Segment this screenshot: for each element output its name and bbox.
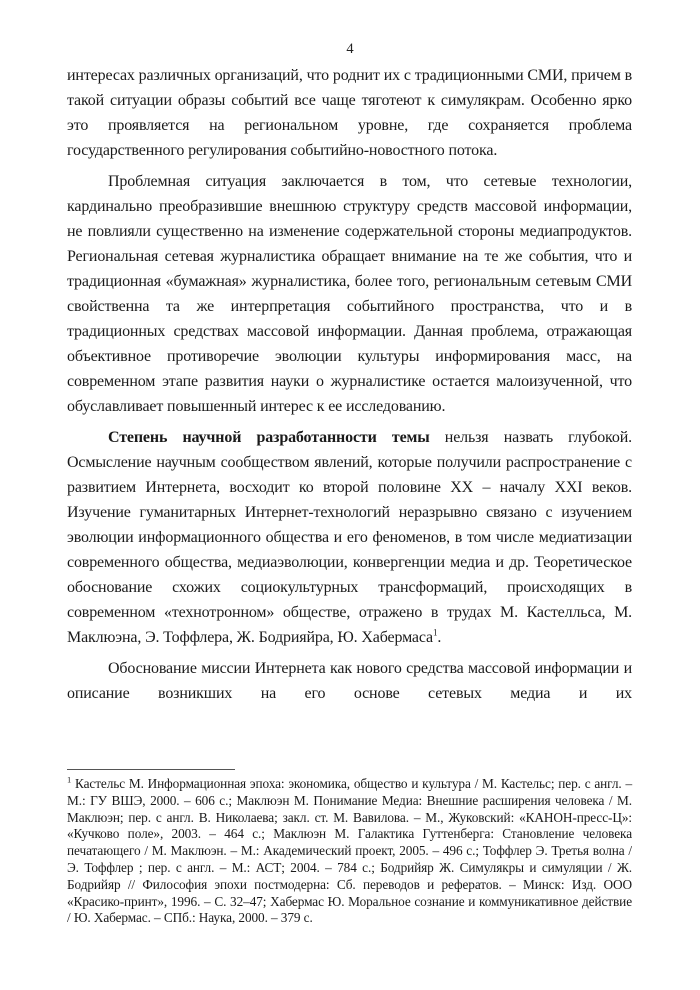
footnote-reference[interactable]: 1 (432, 627, 438, 638)
paragraph-continuation: интересах различных организаций, что роднит их с традиционными СМИ, причем в такой ситуации образы событий все чаще тяготеют к симулякрам. Особенно ярко это проявляется на региональном уровне, где сохраняется проблема государственного регулирования событийно-новостного потока. (67, 67, 632, 159)
paragraph-problem-situation: Проблемная ситуация заключается в том, что сетевые технологии, кардинально преобразившие внешнюю структуру средств массовой информации, не повлияли существенно на изменение содержательной стороны медиапродуктов. Региональная сетевая журналистика обращает внимание на те же события, что и традиционная «бумажная» журналистика, более того, региональным сетевым СМИ свойственна та же интерпретация событийного пространства, что и в традиционных средствах массовой информации. Данная проблема, отражающая объективное противоречие эволюции культуры информирования масс, на современном этапе развития науки о журналистике остается малоизученной, что обуславливает повышенный интерес к ее исследованию. (67, 173, 632, 415)
footnote-text: Кастельс М. Информационная эпоха: экономика, общество и культура / М. Кастельс; пер. с англ. – М.: ГУ ВШЭ, 2000. – 606 с.; Маклюэн М. Понимание Медиа: Внешние расширения человека / М. Маклюэн; пер. с англ. В. Николаева; закл. ст. М. Вавилова. – М., Жуковский: «КАНОН-пресс-Ц»: «Кучково поле», 2003. – 464 с.; Маклюэн М. Галактика Гуттенберга: Становление человека печатающего / М. Маклюэн. – М.: Академический проект, 2005. – 496 с.; Тоффлер Э. Третья волна / Э. Тоффлер ; пер. с англ. – М.: АСТ; 2004. – 784 с.; Бодрийяр Ж. Симулякры и симуляции / Ж. Бодрийяр // Философия эпохи постмодерна: Сб. переводов и рефератов. – Минск: Изд. ООО «Красико-принт», 1996. – С. 32–47; Хабермас Ю. Моральное сознание и коммуникативное действие / Ю. Хабермас. – СПб.: Наука, 2000. – 379 с. (67, 776, 632, 926)
paragraph-tail: . (437, 629, 442, 646)
footnote-item (67, 776, 632, 927)
body-text (67, 63, 632, 712)
footnotes (67, 776, 632, 927)
footnote-marker: 1 (67, 774, 72, 785)
paragraph-text: нельзя назвать глубокой. Осмысление научным сообществом явлений, которые получили распространение с развитием Интернета, восходит ко второй половине XX – началу XXI веков. Изучение гуманитарных Интернет-технологий неразрывно связано с изучением эволюции информационного общества и его феноменов, в том числе медиатизации современного общества, медиаэволюции, конвергенции медиа и др. Теоретическое обоснование схожих социокультурных трансформаций, происходящих в современном «технотронном» обществе, отражено в трудах М. Кастелльса, М. Маклюэна, Э. Тоффлера, Ж. Бодрияйра, Ю. Хабермаса (67, 429, 632, 646)
bold-heading-lead: Степень научной разработанности темы (108, 429, 430, 446)
paragraph-internet-mission: Обоснование миссии Интернета как нового средства массовой информации и описание возникших на его основе сетевых медиа и их (67, 660, 632, 702)
paragraph-research-degree (67, 425, 632, 650)
footnote-separator (67, 769, 235, 770)
page-number: 4 (346, 41, 354, 57)
